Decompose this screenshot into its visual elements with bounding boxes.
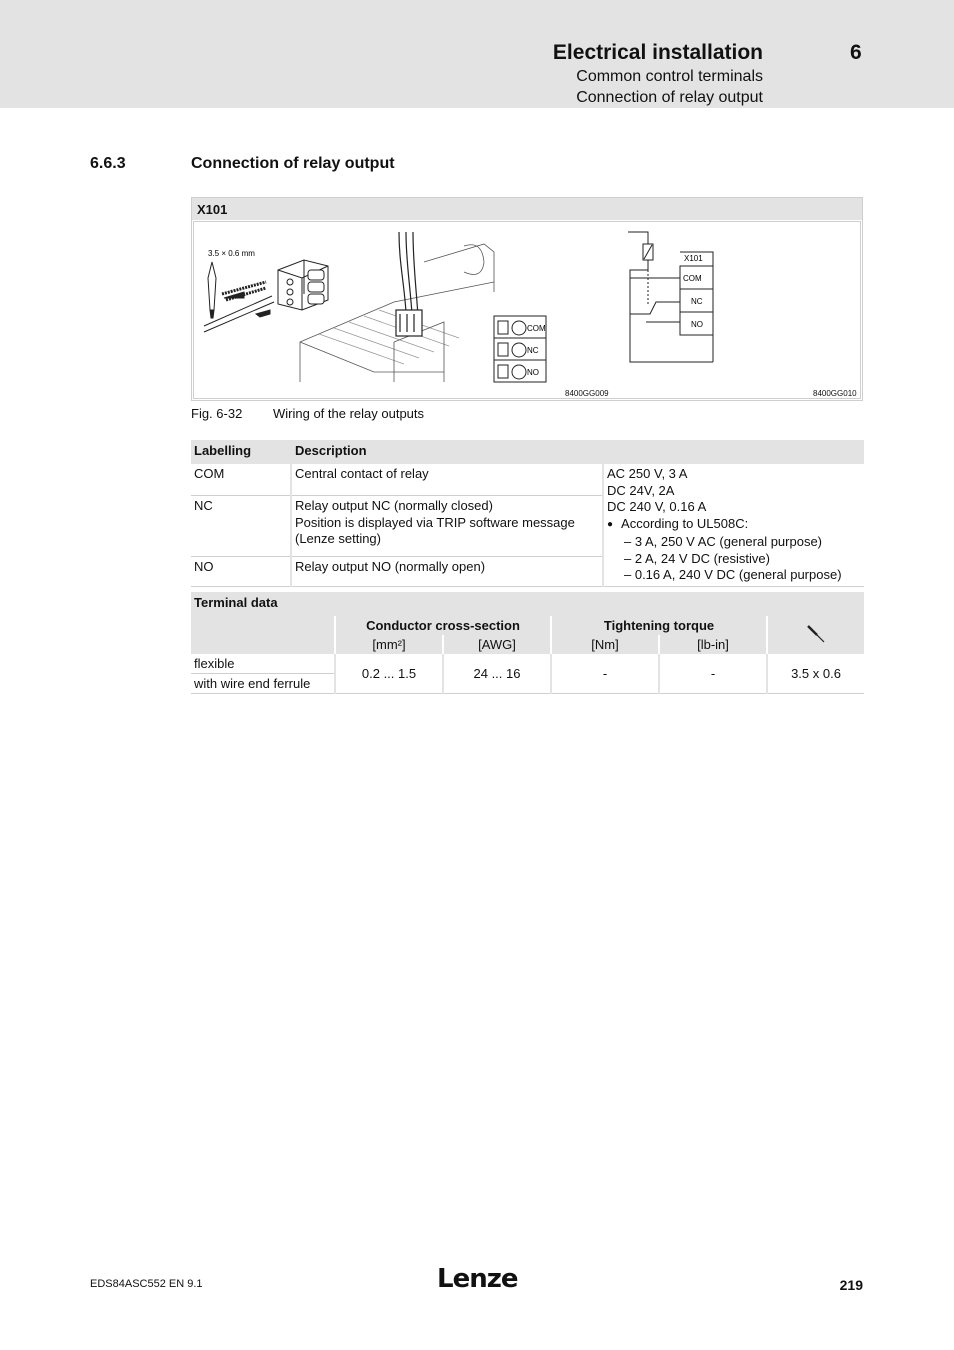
- empty-header-cell: [191, 616, 335, 654]
- chapter-number: 6: [850, 41, 862, 64]
- label-cell: NO: [191, 557, 291, 587]
- conductor-type: with wire end ferrule: [191, 674, 335, 694]
- plug-connector: [278, 260, 328, 310]
- relay-description-table: [191, 440, 864, 587]
- screwdriver-value: 3.5 x 0.6: [767, 654, 864, 694]
- relay-cables: [396, 232, 422, 336]
- unit-header: [mm²]: [335, 635, 443, 654]
- figure-code: 8400GG009: [565, 389, 609, 398]
- schematic-label-com: COM: [683, 274, 702, 283]
- page-number: 219: [839, 1277, 863, 1293]
- description-cell: Relay output NO (normally open): [291, 557, 603, 587]
- relay-wiring-illustration: [194, 222, 860, 398]
- rating-line: DC 240 V, 0.16 A: [607, 499, 707, 514]
- terminal-label-no: NO: [527, 368, 539, 377]
- ul-item: – 0.16 A, 240 V DC (general purpose): [624, 567, 842, 582]
- description-cell: Central contact of relay: [291, 464, 603, 496]
- terminal-data-table: [191, 592, 864, 694]
- lbin-value: -: [659, 654, 767, 694]
- rating-line: DC 24V, 2A: [607, 482, 675, 498]
- figure-code: 8400GG010: [813, 389, 857, 398]
- chapter-subtitle: Common control terminals: [576, 68, 763, 85]
- ul-item: – 2 A, 24 V DC (resistive): [624, 550, 770, 566]
- torque-header: Tightening torque: [551, 616, 767, 635]
- description-line: (Lenze setting): [295, 531, 381, 546]
- unit-header: [AWG]: [443, 635, 551, 654]
- schematic-title: X101: [684, 254, 703, 263]
- awg-value: 24 ... 16: [443, 654, 551, 694]
- document-code: EDS84ASC552 EN 9.1: [90, 1278, 203, 1290]
- screwdriver-header: [767, 616, 864, 654]
- figure-box: [191, 197, 863, 401]
- column-header-description: Description: [291, 440, 864, 464]
- unit-header: [Nm]: [551, 635, 659, 654]
- screwdriver-icon: [805, 623, 827, 645]
- section-title: Connection of relay output: [191, 155, 395, 172]
- figure-caption-text: Wiring of the relay outputs: [273, 406, 425, 421]
- figure-caption-number: Fig. 6-32: [191, 406, 243, 421]
- schematic-label-nc: NC: [691, 297, 703, 306]
- nm-value: -: [551, 654, 659, 694]
- terminal-data-title: Terminal data: [191, 592, 864, 616]
- mm2-value: 0.2 ... 1.5: [335, 654, 443, 694]
- page-header: [0, 0, 954, 108]
- lenze-logo: Lenze: [437, 1264, 518, 1294]
- screwdriver-size-label: 3.5 × 0.6 mm: [208, 249, 255, 258]
- column-header-labelling: Labelling: [191, 440, 291, 464]
- conductor-type: flexible: [191, 654, 335, 674]
- schematic-label-no: NO: [691, 320, 703, 329]
- ratings-cell: [603, 464, 864, 586]
- ul-item: – 3 A, 250 V AC (general purpose): [624, 534, 823, 549]
- description-line: Relay output NC (normally closed): [295, 498, 493, 513]
- conductor-header: Conductor cross-section: [335, 616, 551, 635]
- screwdriver-icon: [204, 262, 274, 332]
- table-row: [191, 464, 864, 496]
- chapter-subtitle: Connection of relay output: [576, 89, 763, 106]
- figure-header: [192, 198, 862, 220]
- figure-body: [193, 221, 861, 399]
- label-cell: NC: [191, 496, 291, 557]
- rating-line: AC 250 V, 3 A: [607, 466, 688, 481]
- ul-list: [607, 516, 861, 584]
- ul-bullet: ● According to UL508C:: [607, 516, 861, 535]
- figure-header-label: X101: [197, 202, 228, 217]
- terminal-label-com: COM: [527, 324, 546, 333]
- label-cell: COM: [191, 464, 291, 496]
- description-cell: [291, 496, 603, 557]
- section-number: 6.6.3: [90, 155, 126, 172]
- description-line: Position is displayed via TRIP software message: [295, 514, 575, 530]
- chapter-title: Electrical installation: [552, 41, 763, 64]
- table-row: [191, 654, 864, 674]
- terminal-label-nc: NC: [527, 346, 539, 355]
- unit-header: [lb-in]: [659, 635, 767, 654]
